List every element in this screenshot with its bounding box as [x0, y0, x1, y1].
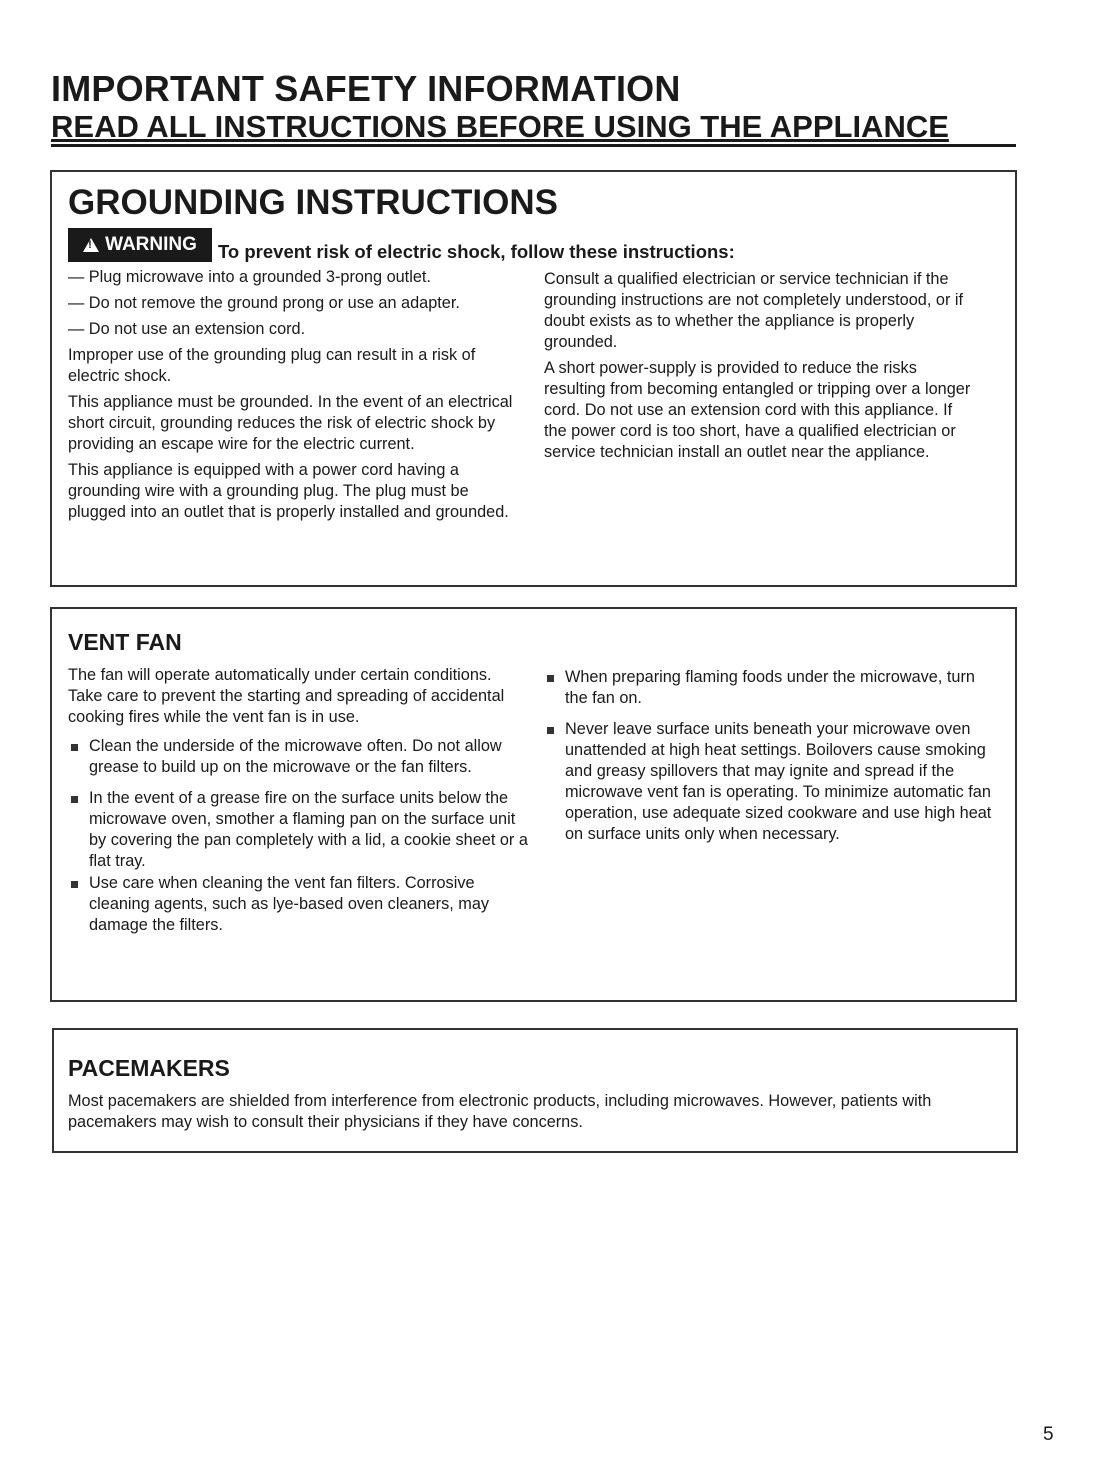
page-subtitle: READ ALL INSTRUCTIONS BEFORE USING THE APPLIANCE: [51, 109, 949, 144]
square-bullet-icon: [547, 727, 554, 734]
square-bullet-icon: [547, 675, 554, 682]
paragraph: The fan will operate automatically under certain conditions. Take care to prevent the starting and spreading of accidental cooking fires while the vent fan is in use.: [68, 666, 505, 726]
paragraph: This appliance is equipped with a power cord having a grounding wire with a grounding plug. The plug must be plugged into an outlet that is properly installed and grounded.: [68, 461, 509, 521]
pacemakers-heading: PACEMAKERS: [68, 1055, 230, 1081]
bullet-list: [68, 736, 530, 936]
title-rule: [51, 144, 1016, 147]
warning-badge: [68, 228, 212, 262]
paragraph: Improper use of the grounding plug can result in a risk of electric shock.: [68, 346, 476, 385]
grounding-left-column: [68, 267, 528, 528]
square-bullet-icon: [71, 796, 78, 803]
page-title: IMPORTANT SAFETY INFORMATION: [51, 68, 681, 109]
vent-fan-right-column: [544, 667, 999, 855]
list-item: Use care when cleaning the vent fan filters. Corrosive cleaning agents, such as lye-based oven cleaners, may damage the filters.: [68, 873, 530, 936]
warning-text: To prevent risk of electric shock, follow these instructions:: [218, 241, 735, 262]
pacemakers-text: Most pacemakers are shielded from interference from electronic products, including microwaves. However, patients with pacemakers may wish to consult their physicians if they have concerns.: [68, 1092, 932, 1131]
bullet-list: [544, 667, 999, 845]
warning-triangle-icon: [83, 238, 99, 252]
dash-item: — Plug microwave into a grounded 3-prong outlet.: [68, 268, 431, 286]
dash-item: — Do not use an extension cord.: [68, 320, 306, 338]
list-item: In the event of a grease fire on the surface units below the microwave oven, smother a flaming pan on the surface unit by covering the pan completely with a lid, a cookie sheet or a flat tray.: [68, 788, 530, 872]
list-item: When preparing flaming foods under the microwave, turn the fan on.: [544, 667, 999, 709]
grounding-heading: GROUNDING INSTRUCTIONS: [68, 183, 558, 222]
square-bullet-icon: [71, 744, 78, 751]
grounding-right-column: [544, 269, 974, 468]
paragraph: This appliance must be grounded. In the event of an electrical short circuit, grounding reduces the risk of electric shock by providing an escape wire for the electric current.: [68, 393, 513, 453]
paragraph: A short power-supply is provided to reduce the risks resulting from becoming entangled or tripping over a longer cord. Do not use an extension cord with this appliance. If the power cord is too short, have a qualified electrician or service technician install an outlet near the appliance.: [544, 359, 971, 461]
square-bullet-icon: [71, 881, 78, 888]
page-number: 5: [1043, 1424, 1054, 1445]
list-item: Clean the underside of the microwave often. Do not allow grease to build up on the microwave or the fan filters.: [68, 736, 530, 778]
paragraph: Consult a qualified electrician or service technician if the grounding instructions are not completely understood, or if doubt exists as to whether the appliance is properly grounded.: [544, 270, 964, 351]
vent-fan-left-column: [68, 665, 530, 946]
list-item: Never leave surface units beneath your microwave oven unattended at high heat settings. Boilovers cause smoking and greasy spillovers that may ignite and spread if the microwave vent fan is operating. To minimize automatic fan operation, use adequate sized cookware and use high heat on surface units only when necessary.: [544, 719, 999, 845]
vent-fan-heading: VENT FAN: [68, 629, 182, 655]
dash-item: — Do not remove the ground prong or use an adapter.: [68, 294, 460, 312]
warning-label: WARNING: [105, 234, 197, 255]
